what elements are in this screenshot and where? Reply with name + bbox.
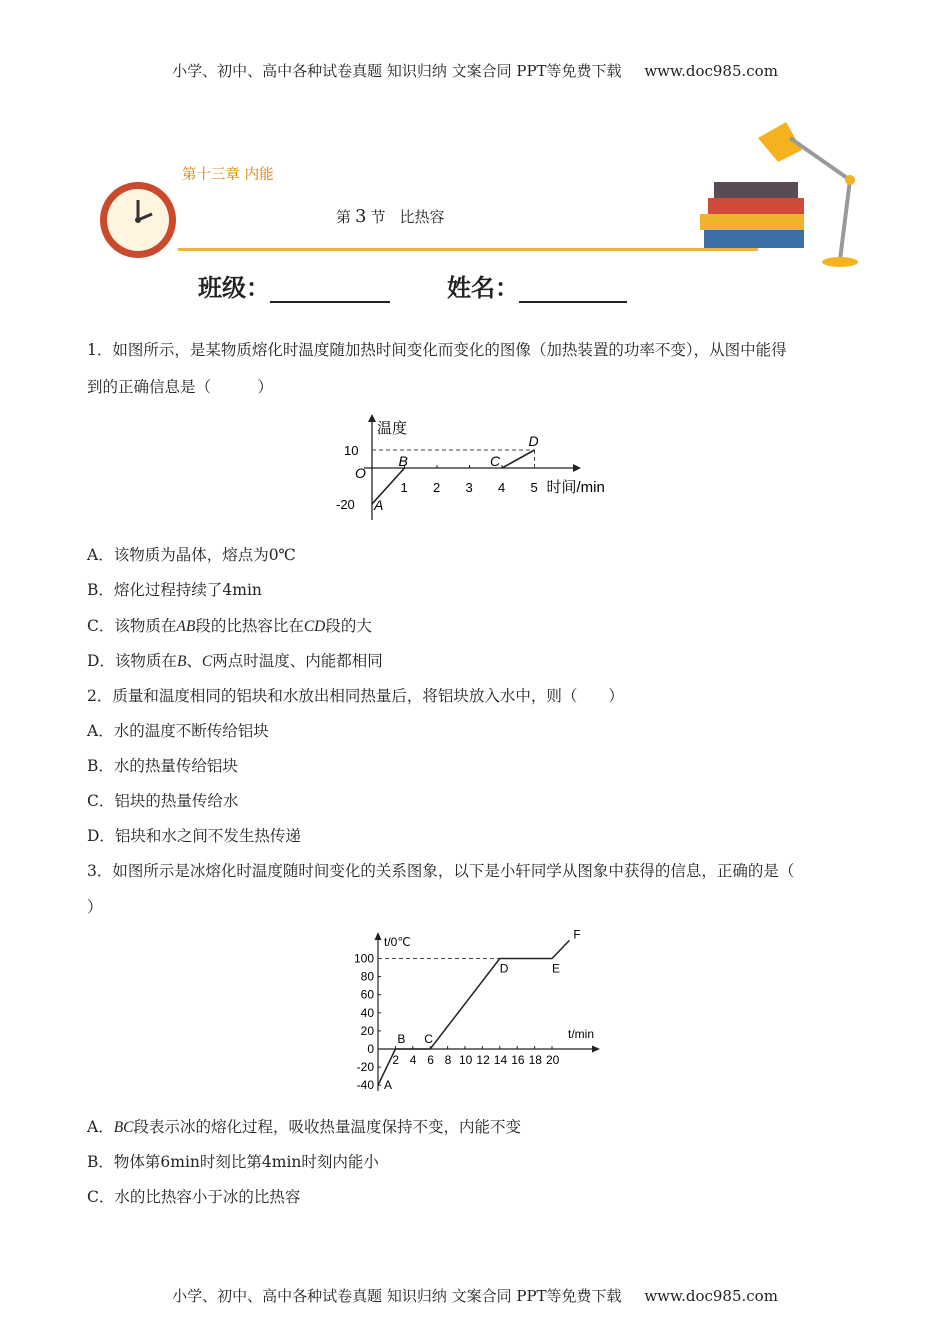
name-field	[447, 268, 627, 303]
footer-site-text: 小学、初中、高中各种试卷真题 知识归纳 文案合同 PPT等免费下载	[172, 1287, 622, 1305]
page-footer	[0, 1285, 950, 1306]
y-axis-label: t/0℃	[384, 935, 411, 949]
point-label-a: A	[374, 497, 384, 513]
x-tick-label: 16	[511, 1053, 525, 1067]
class-label: 班级：	[198, 274, 270, 302]
point-label-d: D	[499, 961, 509, 976]
header-url[interactable]: www.doc985.com	[644, 62, 778, 80]
y-tick-label: 80	[360, 969, 374, 984]
name-blank[interactable]	[519, 279, 627, 303]
x-tick-label: 10	[459, 1053, 473, 1067]
q1-option-c: C．该物质在AB段的比热容比在CD段的大	[87, 617, 372, 635]
q3-stem-line2: ）	[87, 898, 103, 916]
q2-option-b: B．水的热量传给铝块	[87, 757, 238, 775]
x-tick-label: 2	[433, 480, 441, 495]
page-header	[0, 60, 950, 81]
point-label-d: D	[528, 433, 539, 449]
point-label-e: E	[552, 961, 561, 976]
name-label: 姓名：	[447, 274, 519, 302]
q2-option-a: A．水的温度不断传给铝块	[87, 722, 269, 740]
x-axis-arrow	[573, 464, 581, 472]
point-label-c: C	[490, 453, 501, 469]
y-tick-label: -40	[356, 1078, 374, 1093]
q1-option-b: B．熔化过程持续了4min	[87, 581, 262, 599]
chapter-title: 第十三章 内能	[182, 167, 274, 183]
y-tick-label: 20	[360, 1023, 374, 1038]
q1-stem-line1: 1．如图所示，是某物质熔化时温度随加热时间变化而变化的图像（加热装置的功率不变），从图中能得	[87, 341, 787, 359]
q2-option-d: D．铝块和水之间不发生热传递	[87, 827, 301, 845]
section-title: 第 3 节 比热容	[336, 206, 445, 227]
x-tick-label: 12	[476, 1053, 490, 1067]
y-axis-label: 温度	[377, 420, 408, 437]
point-label-a: A	[384, 1078, 393, 1093]
origin-label: O	[355, 465, 366, 481]
class-field	[198, 268, 390, 303]
y-tick-label: 10	[344, 443, 359, 458]
x-tick-label: 20	[546, 1053, 560, 1067]
y-tick-label: 100	[353, 951, 374, 966]
q3-option-b: B．物体第6min时刻比第4min时刻内能小	[87, 1153, 379, 1171]
x-tick-label: 1	[400, 480, 408, 495]
books-lamp-icon	[690, 120, 865, 270]
x-tick-label: 2	[392, 1053, 400, 1067]
x-tick-label: 4	[409, 1053, 417, 1067]
q3-chart	[340, 928, 610, 1098]
x-tick-label: 4	[498, 480, 506, 495]
y-tick-label: 40	[360, 1005, 374, 1020]
x-tick-label: 6	[427, 1053, 434, 1067]
segment-cd	[502, 450, 535, 468]
header-site-text: 小学、初中、高中各种试卷真题 知识归纳 文案合同 PPT等免费下载	[172, 62, 622, 80]
x-tick-label: 18	[528, 1053, 542, 1067]
x-tick-label: 14	[493, 1053, 508, 1067]
q1-option-d: D．该物质在B、C两点时温度、内能都相同	[87, 652, 383, 670]
q1-option-a: A．该物质为晶体，熔点为0℃	[87, 546, 296, 564]
point-label-b: B	[397, 1032, 406, 1046]
y-tick-label: -20	[336, 497, 355, 512]
q3-stem-line1: 3．如图所示是冰熔化时温度随时间变化的关系图象，以下是小轩同学从图象中获得的信息，正确的是（	[87, 862, 795, 880]
point-label-b: B	[398, 453, 408, 469]
q3-option-a: A．BC段表示冰的熔化过程，吸收热量温度保持不变，内能不变	[87, 1118, 522, 1136]
x-axis-label: 时间/min	[546, 479, 605, 496]
banner-divider	[178, 248, 758, 251]
y-axis-arrow	[368, 414, 376, 422]
x-axis-arrow	[592, 1046, 600, 1053]
y-tick-label: 60	[360, 987, 374, 1002]
footer-url[interactable]: www.doc985.com	[644, 1287, 778, 1305]
point-label-c: C	[424, 1032, 433, 1046]
clock-icon	[96, 178, 180, 262]
q2-option-c: C．铝块的热量传给水	[87, 792, 239, 810]
x-tick-label: 3	[465, 480, 473, 495]
x-tick-label: 8	[444, 1053, 452, 1067]
q1-stem-line2: 到的正确信息是（ ）	[87, 378, 274, 396]
y-axis-arrow	[375, 932, 382, 940]
y-tick-label: -20	[356, 1060, 374, 1075]
q3-option-c: C．水的比热容小于冰的比热容	[87, 1188, 301, 1206]
x-axis-label: t/min	[568, 1027, 595, 1041]
x-tick-label: 5	[530, 480, 538, 495]
class-blank[interactable]	[270, 279, 390, 303]
y-tick-label: 0	[367, 1042, 374, 1056]
q2-stem: 2．质量和温度相同的铝块和水放出相同热量后，将铝块放入水中，则（ ）	[87, 687, 624, 705]
point-label-f: F	[573, 928, 581, 942]
q1-chart	[335, 412, 625, 527]
